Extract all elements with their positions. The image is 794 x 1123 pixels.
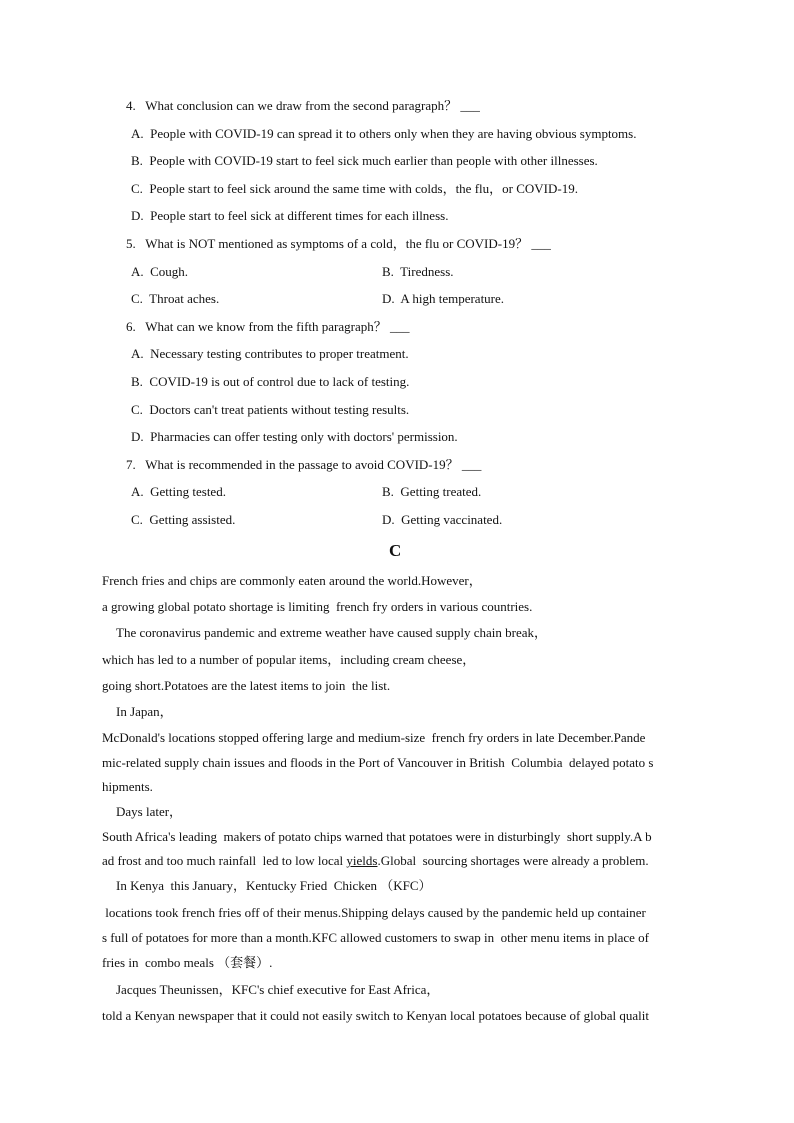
question-4-option-d: D. People start to feel sick at different times for each illness.: [131, 208, 449, 223]
question-6-option-d: D. Pharmacies can offer testing only with doctors' permission.: [131, 429, 458, 444]
passage-line: In Kenya this January，Kentucky Fried Chicken （KFC）: [116, 878, 432, 893]
passage-line: locations took french fries off of their menus.Shipping delays caused by the pandemic held up container: [102, 905, 646, 920]
passage-line: mic-related supply chain issues and floods in the Port of Vancouver in British Columbia delayed potato s: [102, 755, 654, 770]
passage-text: .Global sourcing shortages were already a problem.: [377, 853, 649, 868]
passage-line: hipments.: [102, 779, 153, 794]
passage-line: Jacques Theunissen，KFC's chief executive for East Africa，: [116, 982, 440, 997]
passage-line: fries in combo meals （套餐）.: [102, 955, 273, 970]
question-7-option-a: A. Getting tested.: [131, 484, 226, 499]
section-heading: C: [389, 541, 402, 560]
question-6-option-b: B. COVID-19 is out of control due to lack of testing.: [131, 374, 410, 389]
passage-line: McDonald's locations stopped offering large and medium-size french fry orders in late December.Pande: [102, 730, 646, 745]
passage-line: Days later，: [116, 804, 183, 819]
question-7-option-c: C. Getting assisted.: [131, 512, 236, 527]
question-6-option-c: C. Doctors can't treat patients without testing results.: [131, 402, 410, 417]
question-5-option-c: C. Throat aches.: [131, 291, 220, 306]
question-4-stem: 4. What conclusion can we draw from the second paragraph？ ___: [126, 98, 480, 113]
passage-line: In Japan，: [116, 704, 173, 719]
passage-line: told a Kenyan newspaper that it could not easily switch to Kenyan local potatoes because of global qualit: [102, 1008, 649, 1023]
question-5-option-d: D. A high temperature.: [382, 291, 505, 306]
question-4-option-c: C. People start to feel sick around the same time with colds，the flu，or COVID-19.: [131, 181, 578, 196]
passage-line: The coronavirus pandemic and extreme weather have caused supply chain break，: [116, 625, 547, 640]
passage-line: a growing global potato shortage is limiting french fry orders in various countries.: [102, 599, 533, 614]
question-5-stem: 5. What is NOT mentioned as symptoms of a cold，the flu or COVID-19？ ___: [126, 236, 551, 251]
question-5-option-a: A. Cough.: [131, 264, 189, 279]
passage-line: s full of potatoes for more than a month.KFC allowed customers to swap in other menu items in place of: [102, 930, 649, 945]
passage-line: South Africa's leading makers of potato chips warned that potatoes were in disturbingly short supply.A b: [102, 829, 652, 844]
question-7-option-b: B. Getting treated.: [382, 484, 482, 499]
passage-line: French fries and chips are commonly eaten around the world.However，: [102, 573, 482, 588]
underlined-word-yields: yields: [346, 853, 378, 868]
question-6-option-a: A. Necessary testing contributes to proper treatment.: [131, 346, 409, 361]
question-6-stem: 6. What can we know from the fifth paragraph？ ___: [126, 319, 410, 334]
question-4-option-a: A. People with COVID-19 can spread it to others only when they are having obvious symptoms.: [131, 126, 637, 141]
passage-line: going short.Potatoes are the latest items to join the list.: [102, 678, 391, 693]
passage-line: which has led to a number of popular items，including cream cheese，: [102, 652, 476, 667]
passage-line: [102, 853, 649, 869]
question-7-stem: 7. What is recommended in the passage to avoid COVID-19？ ___: [126, 457, 482, 472]
question-7-option-d: D. Getting vaccinated.: [382, 512, 503, 527]
passage-text: ad frost and too much rainfall led to low local: [102, 853, 347, 868]
question-5-option-b: B. Tiredness.: [382, 264, 454, 279]
question-4-option-b: B. People with COVID-19 start to feel sick much earlier than people with other illnesses.: [131, 153, 598, 168]
